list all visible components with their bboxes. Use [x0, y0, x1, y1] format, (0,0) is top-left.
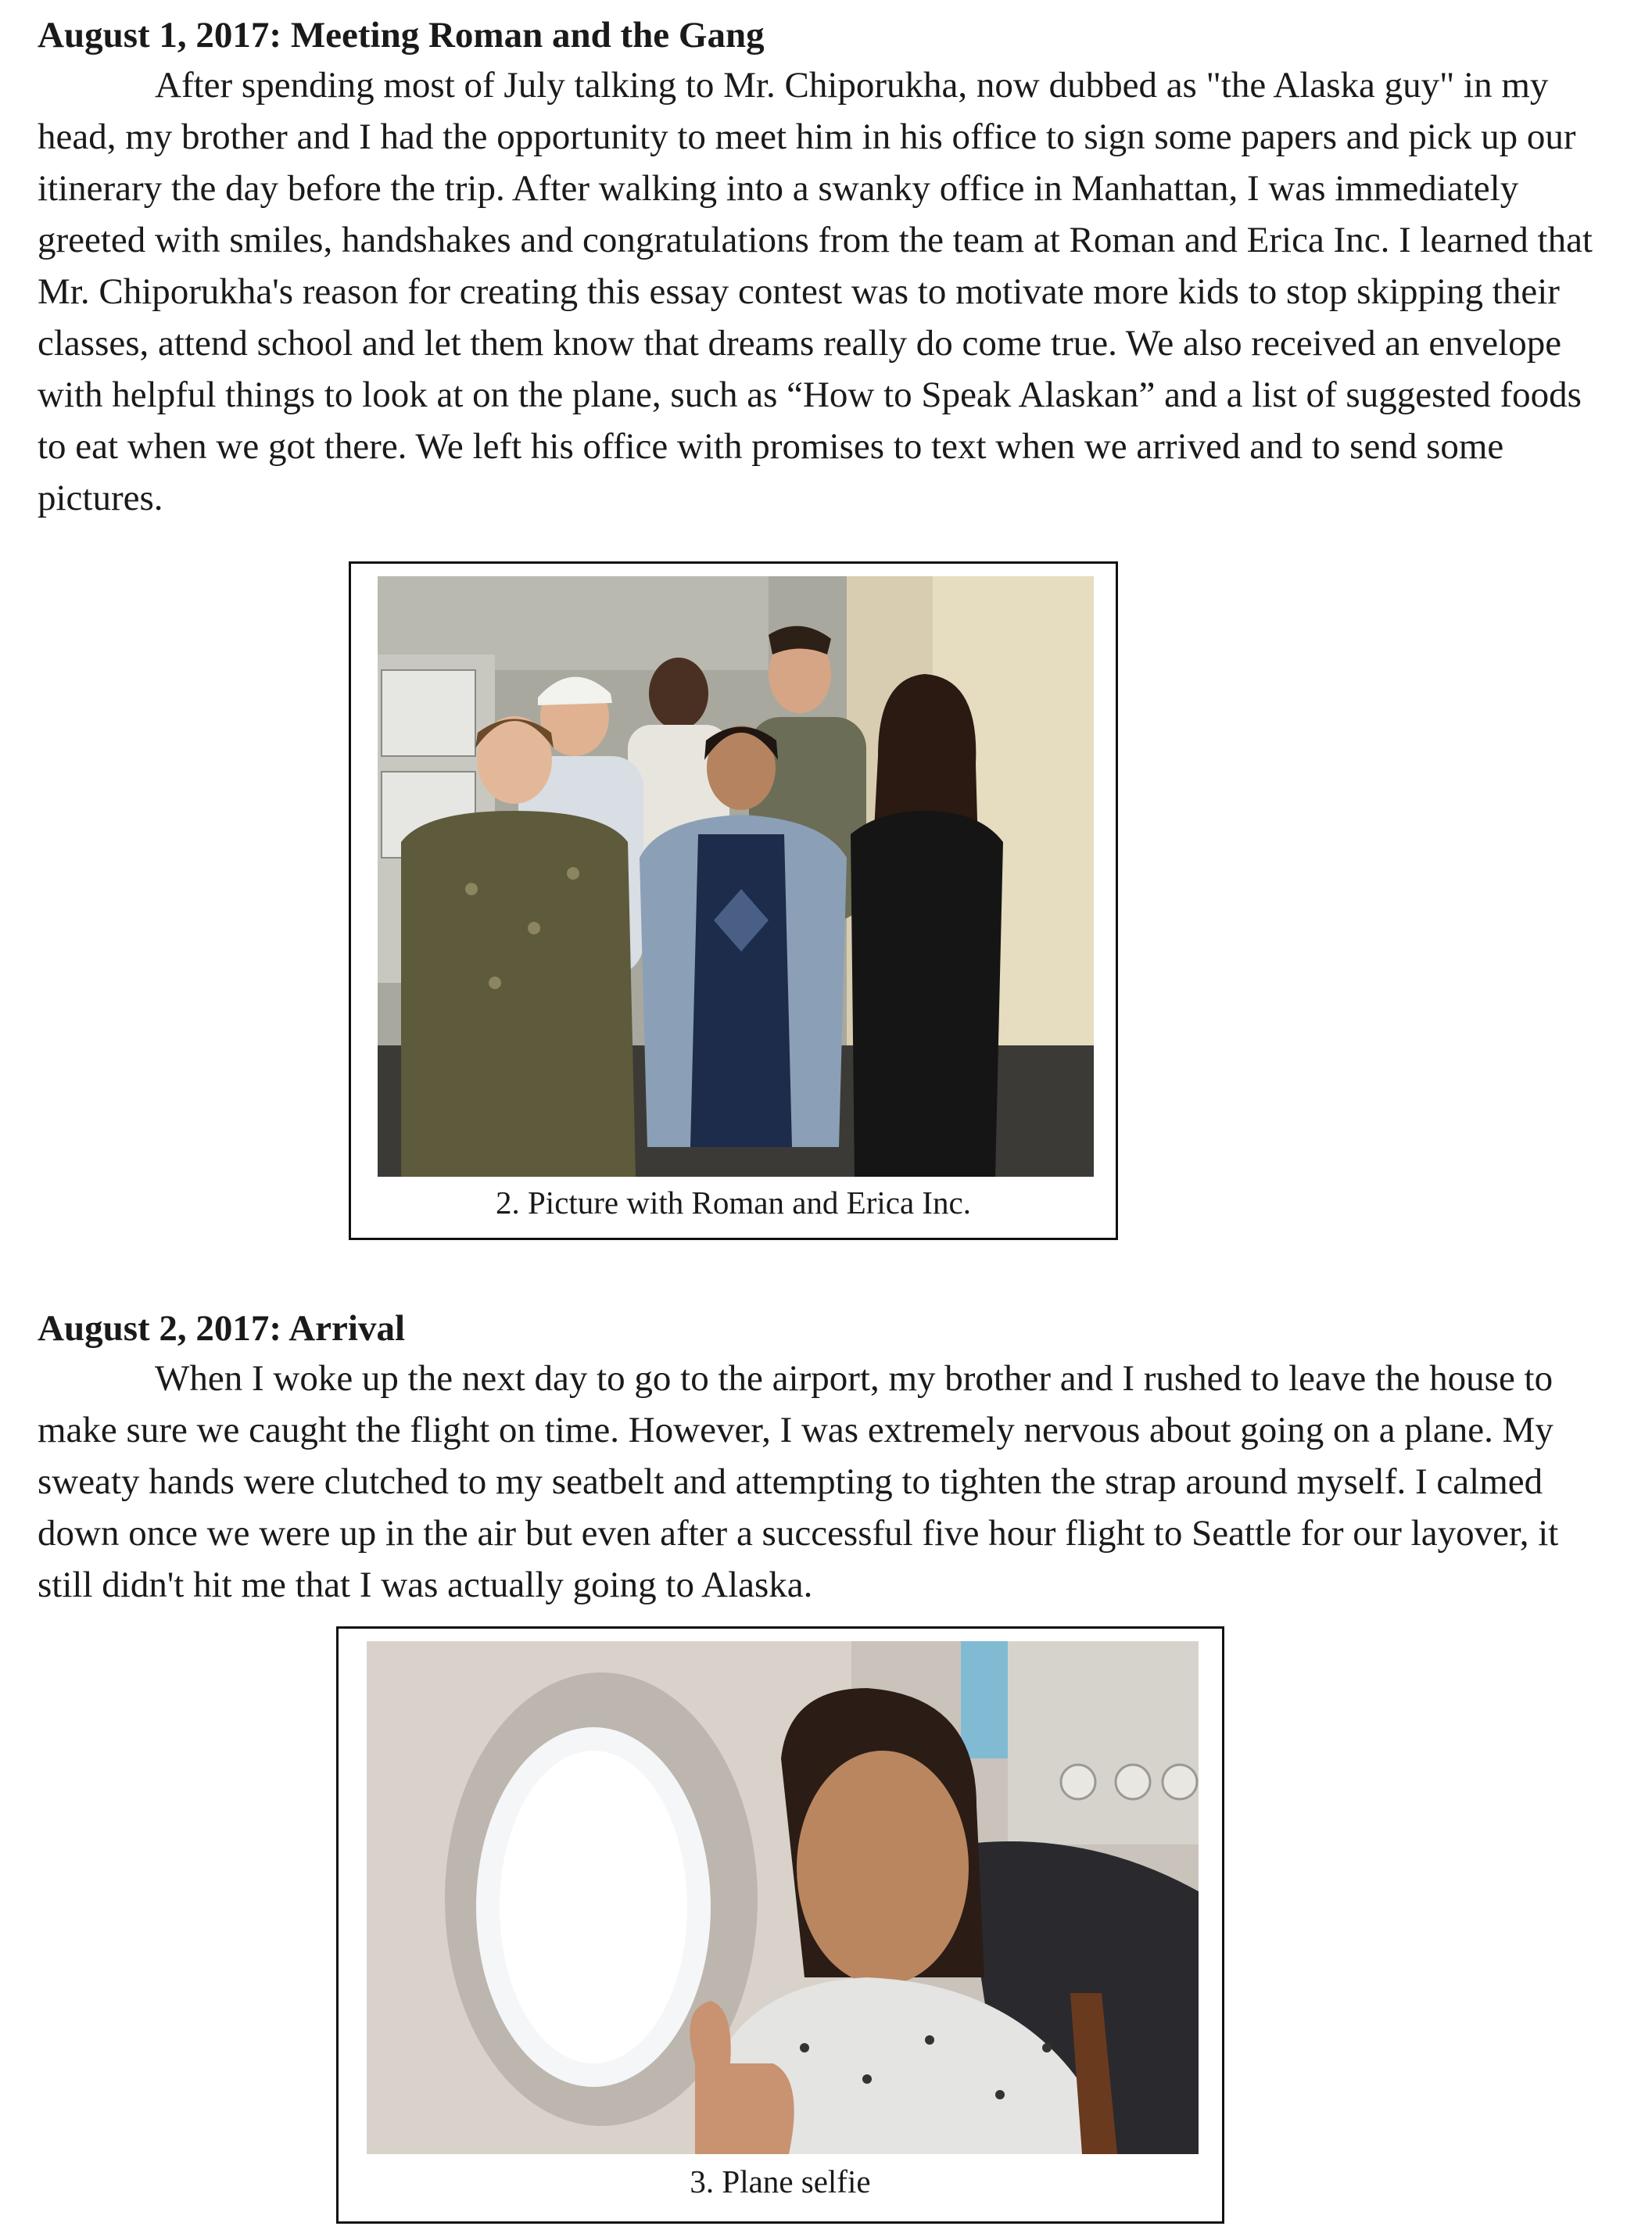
section-paragraph: When I woke up the next day to go to the airport, my brother and I rushed to leave the house to make sure we caught the flight on time. However, I was extremely nervous about going on a plane. My sweaty hands were clutched to my seatbelt and attempting to tighten the strap around myself. I calmed down once we were up in the air but even after a successful five hour flight to Seattle for our layover, it still didn't hit me that I was actually going to Alaska. — [38, 1358, 1559, 1605]
section-heading: August 1, 2017: Meeting Roman and the Gang — [38, 15, 765, 56]
plane-selfie-photo — [367, 1641, 1199, 2154]
figure-group-photo — [349, 561, 1118, 1240]
section-meeting — [38, 11, 1609, 524]
section-arrival — [38, 1304, 1609, 1611]
section-paragraph: After spending most of July talking to Mr. Chiporukha, now dubbed as "the Alaska guy" in my head, my brother and I had the opportunity to meet him in his office to sign some papers and pick up our itinerary the day before the trip. After walking into a swanky office in Manhattan, I was immediately greeted with smiles, handshakes and congratulations from the team at Roman and Erica Inc. I learned that Mr. Chiporukha's reason for creating this essay contest was to motivate more kids to stop skipping their classes, attend school and let them know that dreams really do come true. We also received an envelope with helpful things to look at on the plane, such as “How to Speak Alaskan” and a list of suggested foods to eat when we got there. We left his office with promises to text when we arrived and to send some pictures. — [38, 65, 1593, 518]
figure-caption: 3. Plane selfie — [690, 2164, 871, 2199]
section-heading: August 2, 2017: Arrival — [38, 1308, 405, 1349]
group-photo — [378, 576, 1094, 1177]
figure-caption: 2. Picture with Roman and Erica Inc. — [496, 1185, 971, 1221]
figure-plane-selfie — [336, 1626, 1224, 2224]
